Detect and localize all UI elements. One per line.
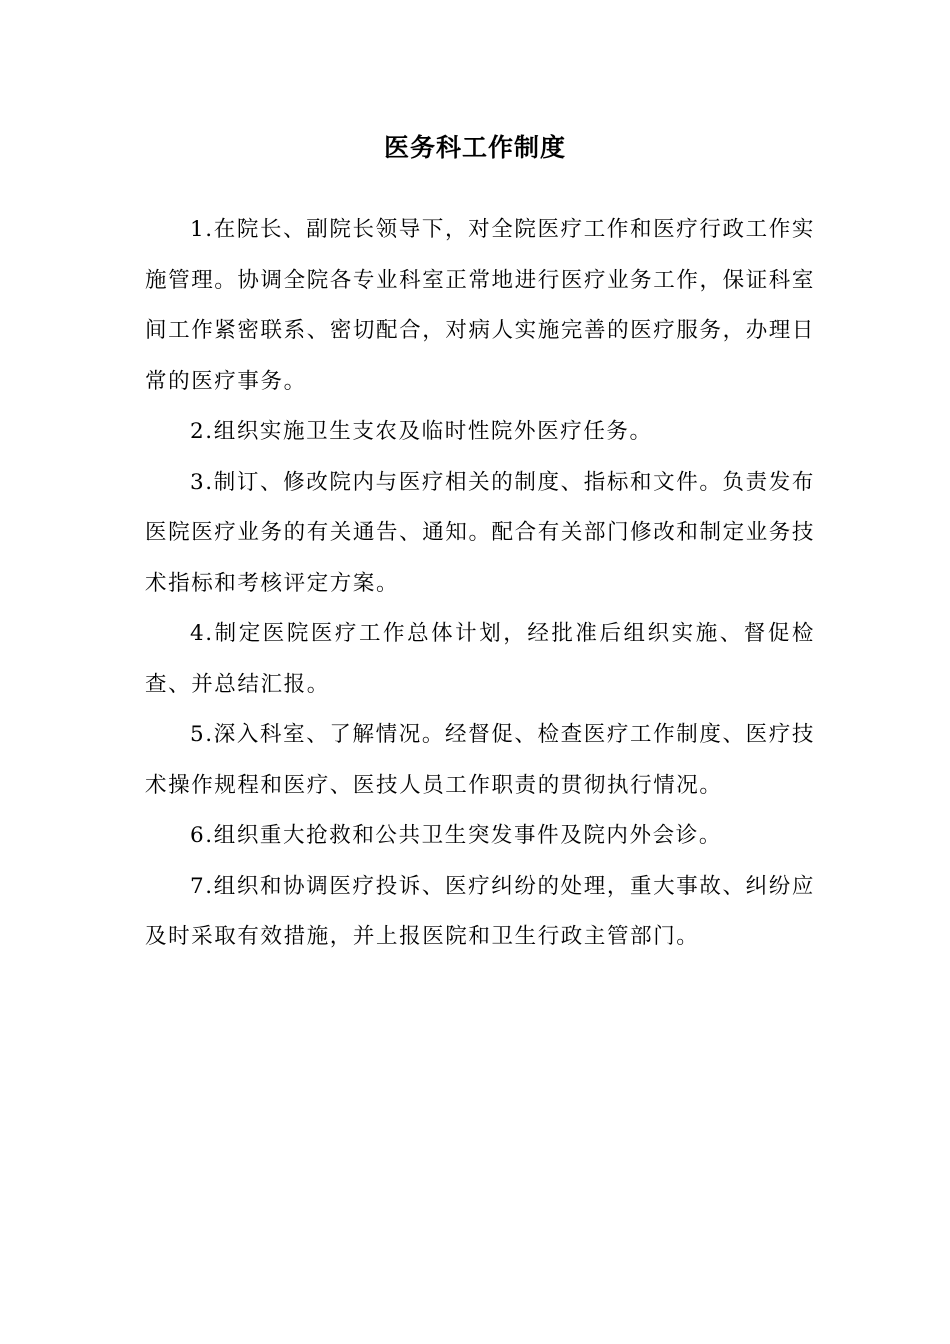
paragraph-3: 3.制订、修改院内与医疗相关的制度、指标和文件。负责发布医院医疗业务的有关通告、通知。配合有关部门修改和制定业务技术指标和考核评定方案。 bbox=[145, 469, 815, 596]
paragraph-1: 1.在院长、副院长领导下，对全院医疗工作和医疗行政工作实施管理。协调全院各专业科室正常地进行医疗业务工作，保证科室间工作紧密联系、密切配合，对病人实施完善的医疗服务，办理日常的医疗事务。 bbox=[145, 217, 815, 394]
paragraph-2: 2.组织实施卫生支农及临时性院外医疗任务。 bbox=[190, 419, 653, 444]
paragraph-5: 5.深入科室、了解情况。经督促、检查医疗工作制度、医疗技术操作规程和医疗、医技人员工作职责的贯彻执行情况。 bbox=[145, 722, 815, 798]
paragraph-7: 7.组织和协调医疗投诉、医疗纠纷的处理，重大事故、纠纷应及时采取有效措施，并上报医院和卫生行政主管部门。 bbox=[145, 873, 815, 949]
document-title: 医务科工作制度 bbox=[383, 133, 566, 162]
paragraph-4: 4.制定医院医疗工作总体计划，经批准后组织实施、督促检查、并总结汇报。 bbox=[145, 621, 815, 697]
document-body bbox=[145, 205, 815, 963]
paragraph-6: 6.组织重大抢救和公共卫生突发事件及院内外会诊。 bbox=[190, 823, 722, 848]
